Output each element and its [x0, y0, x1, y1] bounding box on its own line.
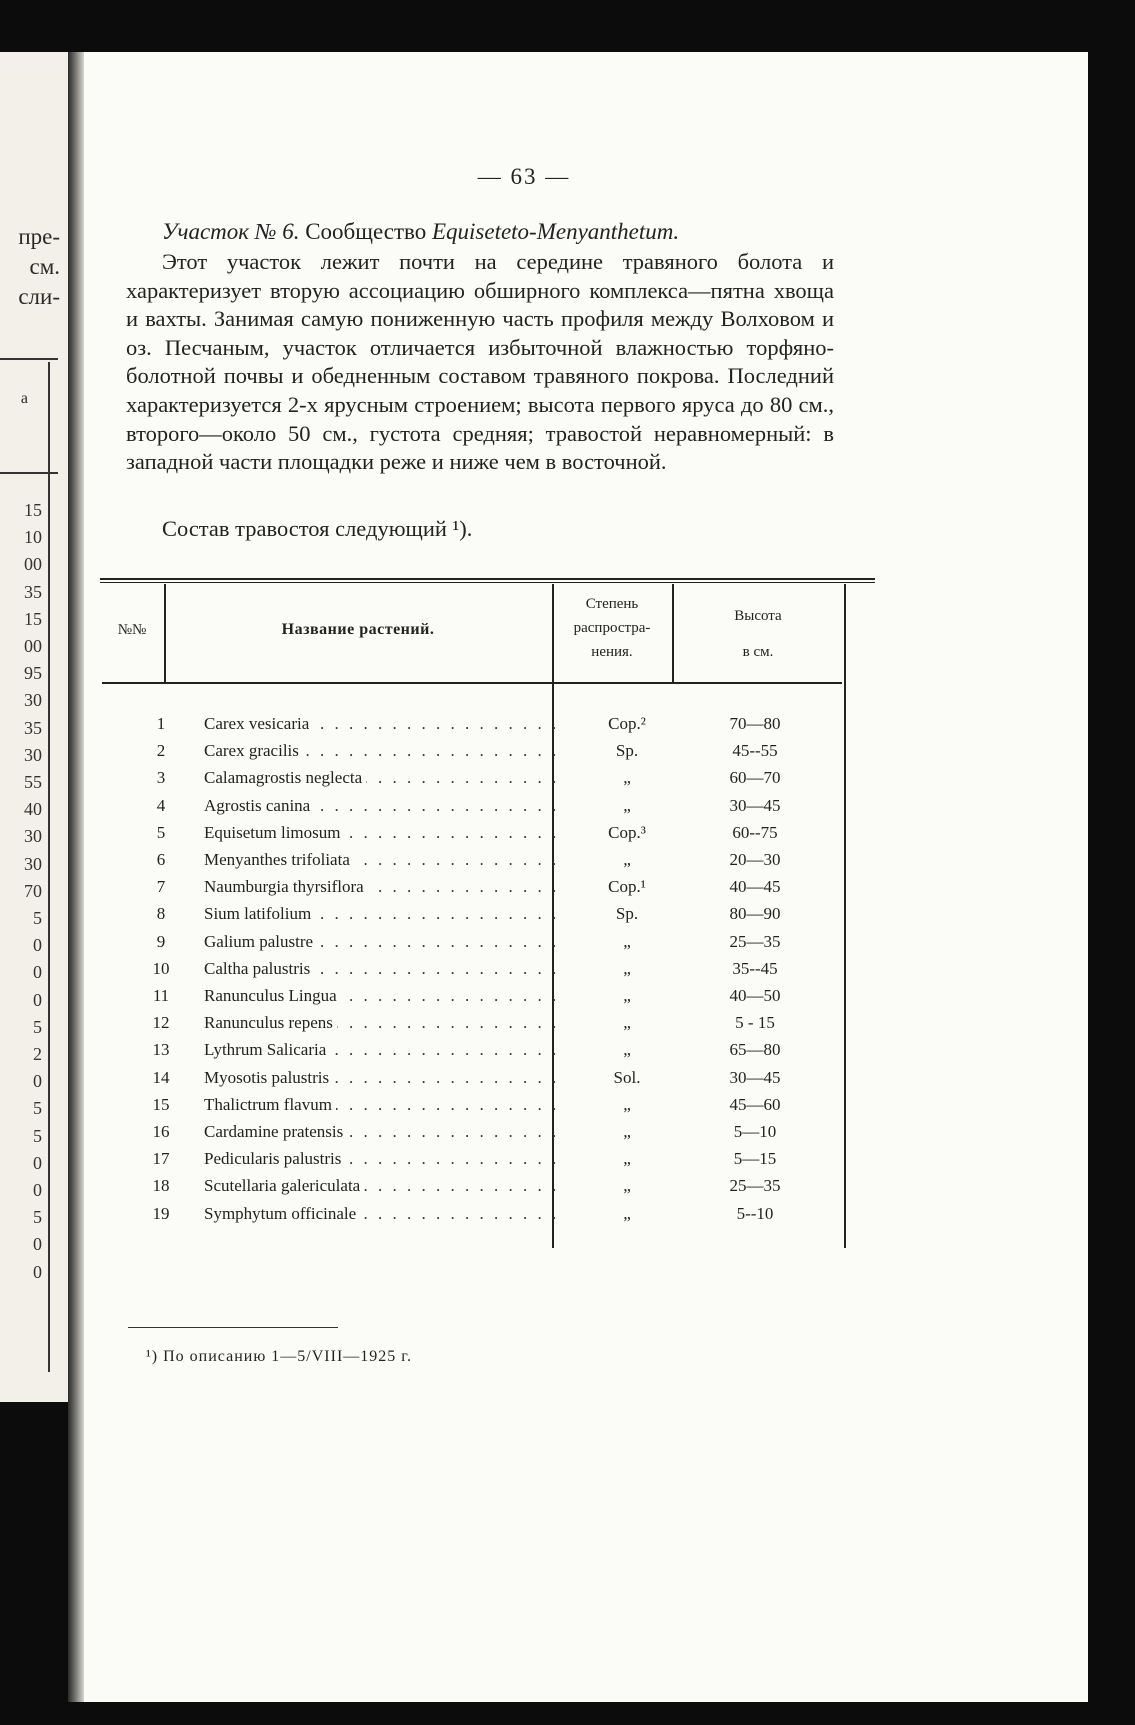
book-page [84, 52, 1088, 1702]
facing-table-column-rule [48, 362, 50, 1372]
row-number: 10 [152, 958, 170, 978]
height-range: 65—80 [729, 1040, 781, 1060]
height-range: 5--10 [736, 1203, 774, 1223]
row-number: 14 [152, 1067, 170, 1087]
height-range: 40—45 [729, 877, 781, 897]
plant-name-text: Menyanthes trifoliata [204, 850, 354, 869]
plot-label: Участок № 6. [162, 219, 300, 244]
facing-table-number: 5 [33, 1016, 42, 1037]
facing-table-number: 30 [24, 690, 42, 711]
plant-name [204, 1095, 559, 1115]
plant-name-text: Ranunculus Lingua [204, 986, 341, 1005]
abundance: Sol. [613, 1067, 641, 1087]
height-range: 30—45 [729, 795, 781, 815]
facing-table-number: 5 [33, 908, 42, 928]
table-row [100, 959, 860, 986]
table-row [100, 904, 860, 931]
height-range: 35--45 [732, 958, 778, 978]
table-row [100, 986, 860, 1013]
facing-table-number: 5 [33, 1125, 42, 1146]
abundance: „ [623, 986, 631, 1005]
row-number: 7 [156, 877, 166, 897]
section-heading [162, 219, 679, 245]
abundance: Cop.³ [608, 822, 646, 842]
height-range: 45—60 [729, 1094, 781, 1114]
plant-name-text: Caltha palustris [204, 959, 314, 978]
plant-name [204, 877, 559, 897]
facing-table-number: 0 [33, 1261, 42, 1282]
facing-table-number: 0 [33, 935, 42, 956]
plant-name [204, 796, 559, 816]
facing-table-number: 0 [33, 1152, 42, 1173]
table-header-rule [102, 682, 842, 684]
header-number: №№ [117, 622, 147, 638]
table-top-rule-2 [100, 582, 875, 583]
facing-table-rule [0, 358, 58, 360]
height-range: 25—35 [729, 931, 781, 951]
plant-name-text: Galium palustre [204, 932, 317, 951]
plant-name-text: Scutellaria galericulata [204, 1176, 364, 1195]
abundance: „ [623, 1040, 631, 1060]
plant-name [204, 823, 559, 843]
height-range: 5—15 [733, 1149, 777, 1169]
footnote: ¹) По описанию 1—5/VIII—1925 г. [146, 1348, 413, 1365]
abundance: Sp. [615, 741, 639, 761]
header-abundance-line: распростра- [573, 620, 651, 636]
body-text [126, 248, 834, 477]
plant-name [204, 986, 559, 1006]
height-range: 25—35 [729, 1176, 781, 1196]
abundance: Cop.² [608, 714, 646, 733]
row-number: 11 [152, 986, 170, 1005]
row-number: 17 [152, 1149, 170, 1169]
paragraph: Этот участок лежит почти на середине травяного болота и характеризует вторую ассоциацию обширного комплекса—пятна хвоща и вахты. Занимая самую пониженную часть профиля между Волховом и оз. Песчаным, участок отличается избыточной влажностью торфяно-болотной почвы и обедненным составом травяного покрова. Последний характеризуется 2-х ярусным строением; высота первого яруса до 80 см., второго—около 50 см., густота средняя; травостой неравномерный: в западной части площадки реже и ниже чем в восточной. [126, 249, 834, 475]
facing-table-number: 95 [24, 663, 42, 684]
species-table [100, 578, 880, 1298]
facing-page-fragment [0, 52, 68, 1402]
plant-name-text: Cardamine pratensis [204, 1122, 347, 1141]
table-top-rule [100, 578, 875, 580]
height-range: 60—70 [729, 768, 781, 788]
table-row [100, 1068, 860, 1095]
height-range: 30—45 [729, 1067, 781, 1087]
row-number: 5 [156, 822, 166, 842]
facing-table-number: 0 [33, 989, 42, 1010]
row-number: 1 [156, 714, 166, 733]
abundance: „ [623, 1149, 631, 1169]
table-row [100, 823, 860, 850]
header-abundance-line: нения. [591, 644, 633, 660]
plant-name [204, 741, 559, 761]
height-range: 40—50 [729, 986, 781, 1005]
plant-name [204, 1122, 559, 1142]
row-number: 9 [156, 931, 166, 951]
footnote-rule [128, 1327, 338, 1328]
table-row [100, 1040, 860, 1067]
row-number: 6 [156, 850, 166, 869]
plant-name [204, 714, 559, 734]
plant-name-text: Naumburgia thyrsiflora [204, 877, 368, 896]
book-gutter [68, 52, 84, 1702]
plant-name [204, 932, 559, 952]
abundance: „ [623, 1122, 631, 1141]
facing-table-number: 55 [24, 772, 42, 792]
height-range: 5—10 [733, 1122, 777, 1141]
header-height-line: в см. [742, 644, 774, 660]
plant-name-text: Carex vesicaria [204, 714, 313, 733]
plant-name [204, 1149, 559, 1169]
height-range: 60--75 [732, 822, 778, 842]
plant-name-text: Carex gracilis [204, 741, 303, 760]
facing-table-number: 15 [24, 608, 42, 629]
facing-table-number: 35 [24, 581, 42, 602]
heading-text: Сообщество [299, 219, 432, 244]
plant-name [204, 1204, 559, 1224]
table-row [100, 1095, 860, 1122]
row-number: 12 [152, 1013, 170, 1033]
facing-table-number: 0 [33, 1234, 42, 1255]
height-range: 80—90 [729, 904, 781, 924]
table-row [100, 796, 860, 823]
facing-table-number: 00 [24, 554, 42, 575]
page-number: — 63 — [477, 164, 571, 189]
plant-name [204, 850, 559, 870]
plant-name-text: Agrostis canina [204, 796, 314, 815]
facing-table-number: 5 [33, 1098, 42, 1119]
plant-name-text: Lythrum Salicaria [204, 1040, 330, 1059]
height-range: 5 - 15 [735, 1013, 775, 1033]
abundance: „ [623, 931, 631, 951]
abundance: „ [623, 795, 631, 815]
plant-name [204, 1068, 559, 1088]
row-number: 8 [156, 904, 166, 924]
facing-table-number: 30 [24, 853, 42, 874]
table-row [100, 1204, 860, 1231]
plant-name [204, 959, 559, 979]
plant-name-text: Sium latifolium [204, 904, 315, 923]
table-row [100, 850, 860, 877]
facing-header-fragment: а [20, 390, 28, 407]
abundance: Sp. [615, 904, 639, 924]
plant-name-text: Myosotis palustris [204, 1068, 333, 1087]
plant-name-text: Thalictrum flavum [204, 1095, 336, 1114]
abundance: „ [623, 1176, 631, 1196]
facing-text-fragment: пре- [18, 224, 60, 249]
plant-name [204, 1013, 559, 1033]
table-row [100, 741, 860, 768]
table-row [100, 1013, 860, 1040]
facing-table-number: 0 [33, 1180, 42, 1200]
row-number: 16 [152, 1122, 170, 1141]
facing-table-number: 00 [24, 636, 42, 656]
header-abundance-line: Степень [585, 596, 639, 612]
header-plant-name: Название растений. [281, 621, 435, 638]
plant-name [204, 904, 559, 924]
row-number: 18 [152, 1176, 170, 1196]
table-row [100, 1149, 860, 1176]
row-number: 4 [156, 795, 166, 815]
plant-name [204, 1040, 559, 1060]
plant-name [204, 768, 559, 788]
abundance: „ [623, 958, 631, 978]
table-row [100, 1176, 860, 1203]
table-row [100, 932, 860, 959]
facing-table-number: 30 [24, 826, 42, 847]
plant-name [204, 1176, 559, 1196]
abundance: „ [623, 768, 631, 788]
row-number: 15 [152, 1094, 170, 1114]
row-number: 19 [152, 1203, 170, 1223]
facing-table-number: 0 [33, 1071, 42, 1092]
height-range: 20—30 [729, 850, 781, 869]
row-number: 3 [156, 768, 166, 788]
association-name: Equiseteto-Menyanthetum. [431, 219, 680, 244]
facing-table-number: 15 [24, 500, 42, 520]
facing-table-number: 5 [33, 1207, 42, 1228]
row-number: 2 [156, 741, 166, 761]
height-range: 70—80 [729, 714, 781, 733]
header-height [672, 604, 844, 664]
header-height-line: Высота [734, 608, 782, 624]
plant-name-text: Pedicularis palustris [204, 1149, 345, 1168]
facing-table-number: 70 [24, 880, 42, 901]
facing-table-number: 30 [24, 744, 42, 765]
facing-table-number: 35 [24, 717, 42, 738]
height-range: 45--55 [732, 741, 778, 761]
table-row [100, 714, 860, 741]
abundance: „ [623, 850, 631, 869]
table-row [100, 1122, 860, 1149]
facing-text-fragment: см. [29, 254, 60, 279]
plant-name-text: Symphytum officinale [204, 1204, 360, 1223]
facing-table-number: 10 [24, 527, 42, 548]
facing-table-number: 2 [33, 1044, 42, 1064]
plant-name-text: Equisetum limosum [204, 823, 344, 842]
plant-name-text: Ranunculus repens [204, 1013, 337, 1032]
facing-table-number: 0 [33, 962, 42, 983]
abundance: „ [623, 1094, 631, 1114]
abundance: „ [623, 1013, 631, 1033]
header-abundance [552, 592, 672, 664]
facing-table-number: 40 [24, 799, 42, 820]
abundance: „ [623, 1203, 631, 1223]
plant-name-text: Calamagrostis neglecta [204, 768, 366, 787]
facing-text-fragment: сли- [18, 284, 60, 309]
row-number: 13 [152, 1040, 170, 1060]
table-row [100, 768, 860, 795]
abundance: Cop.¹ [608, 877, 646, 897]
composition-intro: Состав травостоя следующий ¹). [162, 516, 473, 541]
table-row [100, 877, 860, 904]
